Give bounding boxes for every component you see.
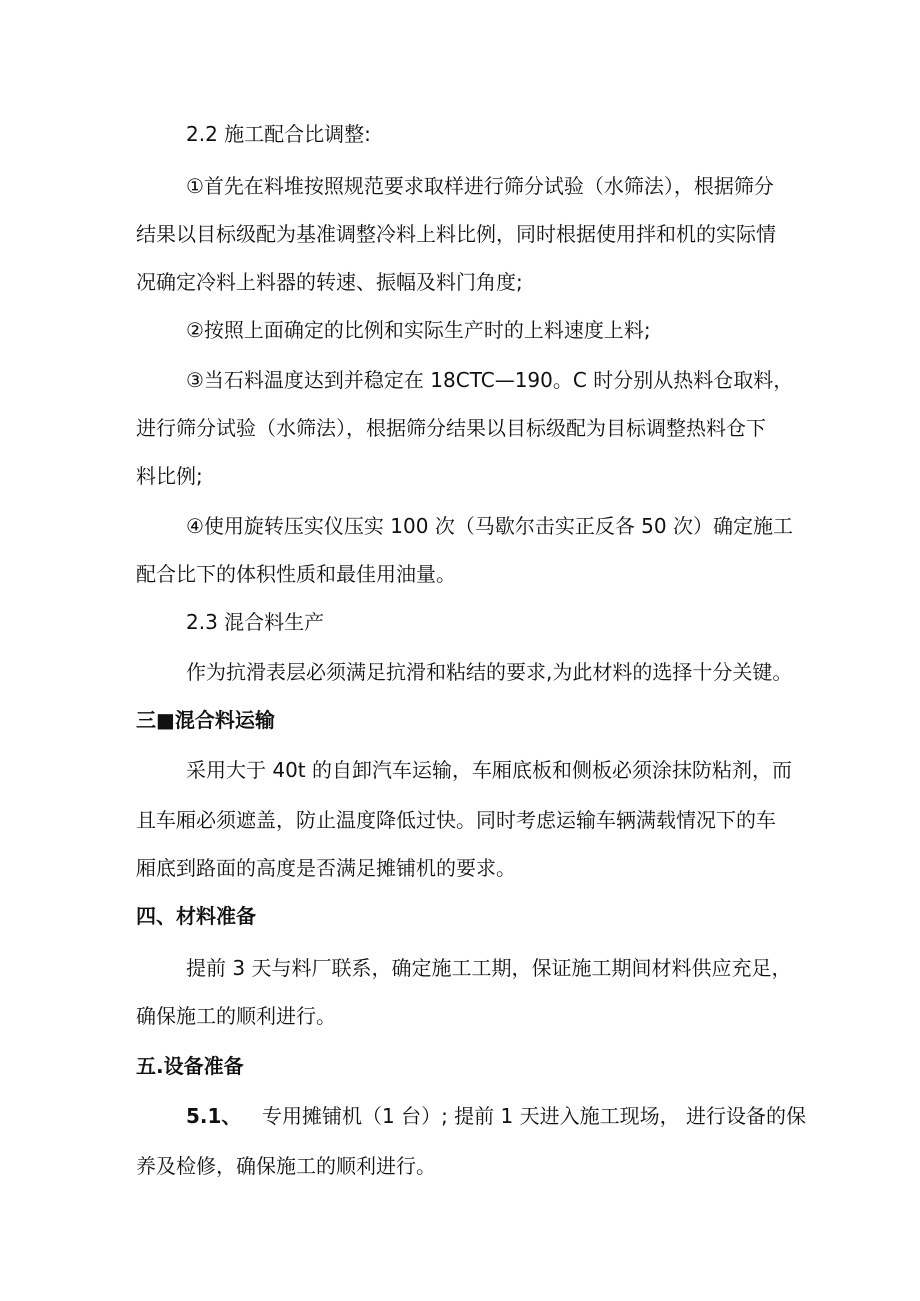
paragraph-line: ④使用旋转压实仪压实 100 次（马歇尔击实正反各 50 次）确定施工: [186, 514, 793, 538]
paragraph-line: 专用摊铺机（1 台）; 提前 1 天进入施工现场， 进行设备的保: [262, 1104, 806, 1128]
section-4-heading: 四、材料准备: [136, 904, 256, 928]
paragraph-line: 厢底到路面的高度是否满足摊铺机的要求。: [136, 856, 516, 880]
paragraph-line: ②按照上面确定的比例和实际生产时的上料速度上料;: [186, 318, 651, 342]
paragraph-line: ③当石料温度达到并稳定在 18CTC—190。C 时分别从热料仓取料，: [186, 368, 794, 392]
paragraph-line: ①首先在料堆按照规范要求取样进行筛分试验（水筛法），根据筛分: [186, 174, 774, 198]
paragraph-line: 作为抗滑表层必须满足抗滑和粘结的要求,为此材料的选择十分关键。: [186, 660, 793, 684]
section-5-heading: 五.设备准备: [136, 1054, 244, 1078]
item-number: 5.1、: [186, 1104, 242, 1128]
paragraph-line: 况确定冷料上料器的转速、振幅及料门角度;: [136, 270, 523, 294]
section-3-heading: 三■混合料运输: [136, 708, 275, 732]
paragraph-line: 进行筛分试验（水筛法），根据筛分结果以目标级配为目标调整热料仓下: [136, 416, 766, 440]
section-2-3-heading: 2.3 混合料生产: [186, 610, 325, 634]
section-2-2-heading: 2.2 施工配合比调整:: [186, 122, 371, 146]
paragraph-line: 养及检修，确保施工的顺利进行。: [136, 1154, 436, 1178]
paragraph-line: 配合比下的体积性质和最佳用油量。: [136, 562, 456, 586]
paragraph-line: 且车厢必须遮盖，防止温度降低过快。同时考虑运输车辆满载情况下的车: [136, 808, 776, 832]
paragraph-line: 料比例;: [136, 464, 203, 488]
paragraph-line: 提前 3 天与料厂联系，确定施工工期，保证施工期间材料供应充足，: [186, 956, 792, 980]
paragraph-line: 结果以目标级配为基准调整冷料上料比例，同时根据使用拌和机的实际情: [136, 222, 776, 246]
paragraph-line: 确保施工的顺利进行。: [136, 1004, 336, 1028]
paragraph-line: 采用大于 40t 的自卸汽车运输，车厢底板和侧板必须涂抹防粘剂，而: [186, 758, 793, 782]
